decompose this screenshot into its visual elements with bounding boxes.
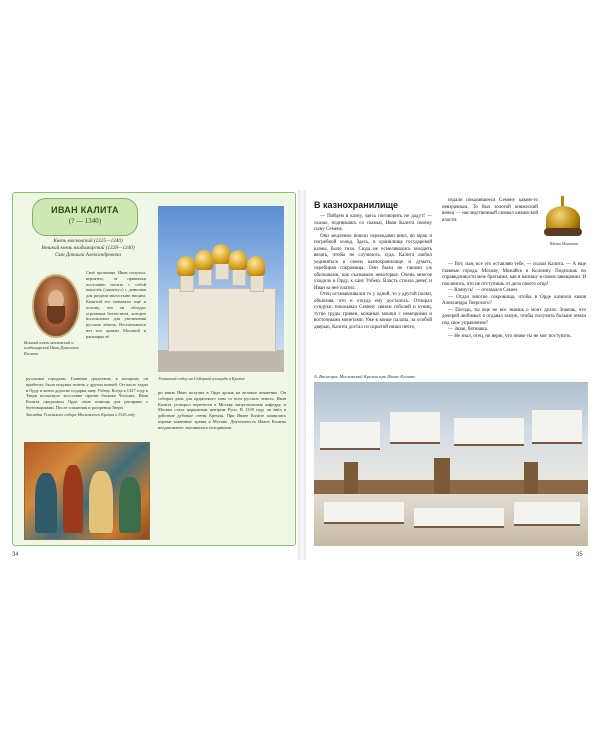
ruler-name: ИВАН КАЛИТА xyxy=(51,205,119,215)
book-spread xyxy=(8,190,592,560)
crown-caption: Шапка Мономаха xyxy=(549,242,579,246)
subtitle-line: Князь московский (1325—1340) xyxy=(53,238,123,244)
book-gutter xyxy=(298,190,306,560)
page-number-right: 35 xyxy=(576,552,583,558)
right-page xyxy=(306,190,592,560)
crown-image xyxy=(542,196,584,240)
painting-caption: А. Васнецов. Московский Кремль при Иване Калите xyxy=(314,374,416,379)
cathedral-photo xyxy=(158,206,284,372)
biography-text-1: Своё прозвище, Иван получил, вероятно, от привычки постоянно носить с собой кошелёк («калиту») с деньгами для раздачи милостыни нищим. Калитой его называли ещё и потому, что он обладал огромным богатством, которое использовал для увеличения русских земель. Воспитывался нет кто правил Москвой и расширял её. xyxy=(86,270,146,339)
story-column-1: — Пойдем в казну, здесь поговорить не дадут! — сказал, поднимаясь со скамьи, Иван Калита своему сыну Семену. Они медленно пошли переходами вниз, во мрак и погребной холод. Здесь, в хранилище государевой казны, было тихо. Сюда не осмеливались заходить вязать, чтобы не случилось худа. Калита любил уединяться в своем казнохранилище и думать, перебирая сокровища. Они были не такими уж обильными, как сказывали некоторые. Очень многое уходило в Орду, к хану Узбеку. Власть стоила денег, и Иван за нее платил. Отец останавливался то у одной, то у другой полки, объясняя, что и откуда ему досталось. Отпирал сундуки, показывал Семену связки соболей и куниц, тугие груды гривен, кожаные мешки с немецкими и восточными монетами. Уже в конце палаты, за особой дверью, Калита достал из скрытой ниши нечто, xyxy=(314,214,432,330)
biography-text-3: ри князь Иван получил в Орде ярлык на великое княжение. Он собирал дань для ордынского хана со всех русских земель. Иван Калита уговорил перенести в Москву митрополичью кафедру, и Москва стала церковным центром Руси. В 1339 году он ввёл в действие дубовые стены Кремля. При Иване Калите появились первые каменные храмы в Москве. Деятельность Ивана Калиты неоднозначно оценивалась историками. xyxy=(158,390,286,430)
left-page xyxy=(8,190,298,560)
biography-text-2: русскими городами. Главным средством, к которому он прибегал, была покупка земель у других князей. Он часто ездил в Орду и возил дорогие подарки хану Узбеку. Когда в 1327 году в Твери вспыхнуло восстание против баскака Чолхана, Иван Калита предложил Орде свою помощь для расправы с бунтовщиками. После сожжения и разорения Твери xyxy=(26,376,148,410)
title-banner xyxy=(32,198,138,236)
ruler-years: (? — 1340) xyxy=(68,217,102,225)
page-number-left: 34 xyxy=(12,552,19,558)
kremlin-painting xyxy=(314,382,588,546)
section-title: В казнохранилище xyxy=(314,200,399,210)
cathedral-caption: Успенский собор на Соборной площади в Кремле xyxy=(158,376,245,381)
fresco-caption: Закладка Успенского собора Московского Кремля в 1326 году xyxy=(26,412,136,417)
portrait-caption: Великий князь московский и владимирский Иван Данилович Калита xyxy=(24,340,79,356)
fresco-image xyxy=(24,442,150,540)
story-column-2: — Вот, сын, все это оставляю тебе, — сказал Калита. — А еще главные города: Москву, Можайск и Коломну. Поделишь по справедливости меж братьями, как я напишу в своем завещании. И поклянись, что не отступишь от дела своего отца! — Клянусь! — отозвался Семен. — Отдал многие сокровища, чтобы в Орде казнили князя Александра Тверского? — Погодь, ты еще не все знаешь о моих делах. Знаешь, что дочерей любимых я отдавал замуж, чтобы получить больше земли под свое управление? — Знаю, батюшка. — Не знал, отец, но верю, что иначе ты не мог поступить. xyxy=(442,262,586,339)
subtitle-line: Сын Даниила Александровича xyxy=(55,252,121,258)
portrait-image xyxy=(32,274,80,338)
story-column-2-top: издали показавшееся Семену каким-то невзрачным. То был золотой княжеский венец — наследственный символ княжеской власти. xyxy=(442,198,538,223)
ruler-subtitle xyxy=(26,238,150,259)
subtitle-line: Великий князь владимирский (1328—1340) xyxy=(41,245,135,251)
